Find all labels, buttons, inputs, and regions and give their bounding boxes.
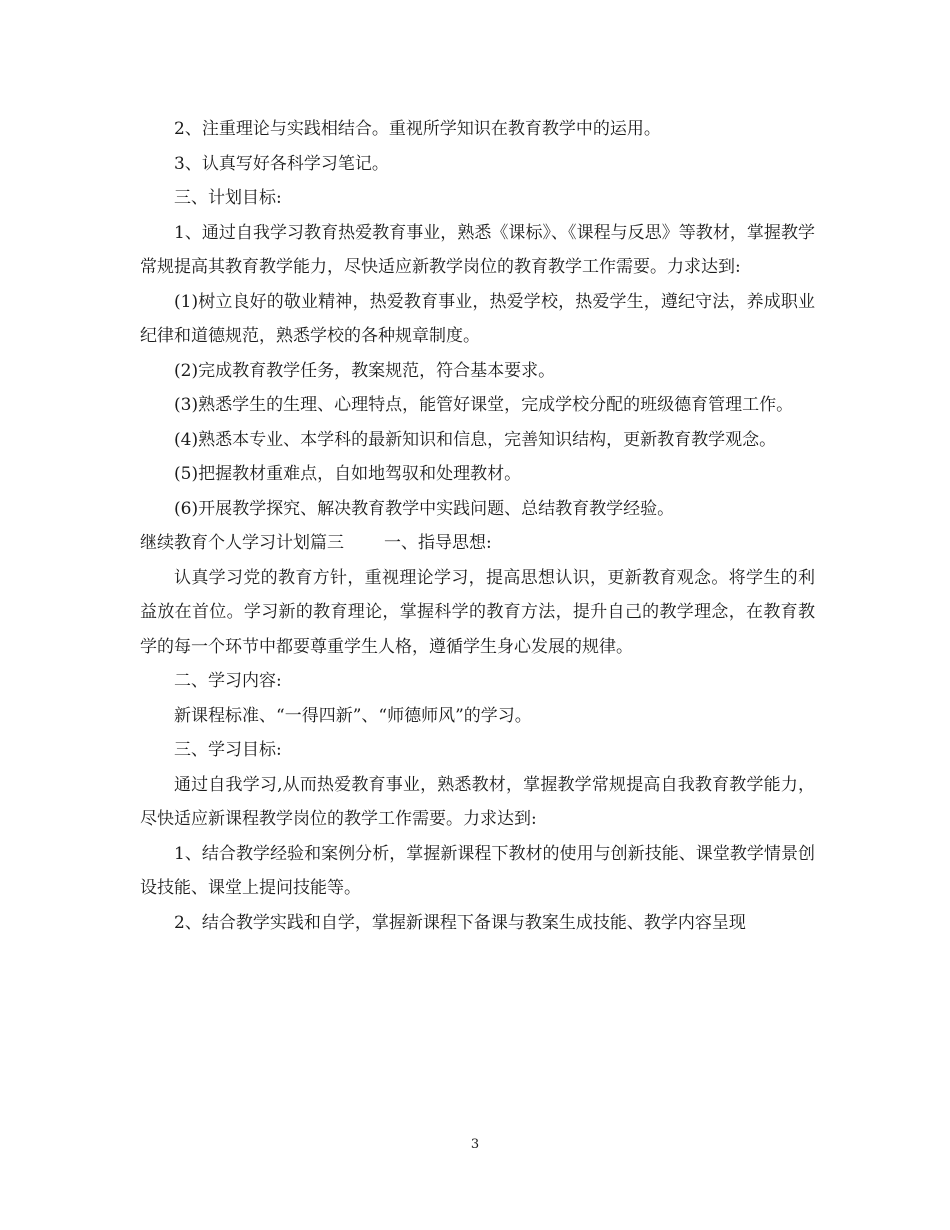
document-body <box>140 112 815 940</box>
list-item: 1、结合教学经验和案例分析，掌握新课程下教材的使用与创新技能、课堂教学情景创设技能、课堂上提问技能等。 <box>140 843 815 898</box>
paragraph: 认真学习党的教育方针，重视理论学习，提高思想认识，更新教育观念。将学生的利益放在首位。学习新的教育理论，掌握科学的教育方法，提升自己的教学理念，在教育教学的每一个环节中都要尊重学生人格，遵循学生身心发展的规律。 <box>140 567 815 657</box>
list-item: (1)树立良好的敬业精神，热爱教育事业，热爱学校，热爱学生，遵纪守法，养成职业纪律和道德规范，熟悉学校的各种规章制度。 <box>140 291 815 346</box>
list-item: (6)开展教学探究、解决教育教学中实践问题、总结教育教学经验。 <box>174 498 675 519</box>
page-number: 3 <box>470 1137 480 1152</box>
paragraph: 2、注重理论与实践相结合。重视所学知识在教育教学中的运用。 <box>174 119 661 139</box>
section-heading: 三、计划目标: <box>174 188 282 208</box>
list-item: (2)完成教育教学任务，教案规范，符合基本要求。 <box>174 360 556 381</box>
section-heading: 二、学习内容: <box>174 671 282 691</box>
paragraph: 3、认真写好各科学习笔记。 <box>174 153 389 174</box>
paragraph: 通过自我学习,从而热爱教育事业，熟悉教材，掌握教学常规提高自我教育教学能力，尽快适应新课程教学岗位的教学工作需要。力求达到: <box>140 774 815 829</box>
list-item: (3)熟悉学生的生理、心理特点，能管好课堂，完成学校分配的班级德育管理工作。 <box>174 395 794 415</box>
list-item: 2、结合教学实践和自学，掌握新课程下备课与教案生成技能、教学内容呈现 <box>174 912 746 933</box>
section-heading: 三、学习目标: <box>174 740 282 760</box>
article-title: 继续教育个人学习计划篇三 <box>140 533 344 553</box>
article-subtitle: 一、指导思想: <box>384 533 492 553</box>
article-heading <box>140 526 815 561</box>
paragraph: 新课程标准、“一得四新”、“师德师风”的学习。 <box>174 705 532 726</box>
paragraph: 1、通过自我学习教育热爱教育事业，熟悉《课标》、《课程与反思》等教材，掌握教学常规提高其教育教学能力，尽快适应新教学岗位的教育教学工作需要。力求达到: <box>140 222 815 277</box>
list-item: (5)把握教材重难点，自如地驾驭和处理教材。 <box>174 464 522 484</box>
list-item: (4)熟悉本专业、本学科的最新知识和信息，完善知识结构，更新教育教学观念。 <box>174 429 777 450</box>
